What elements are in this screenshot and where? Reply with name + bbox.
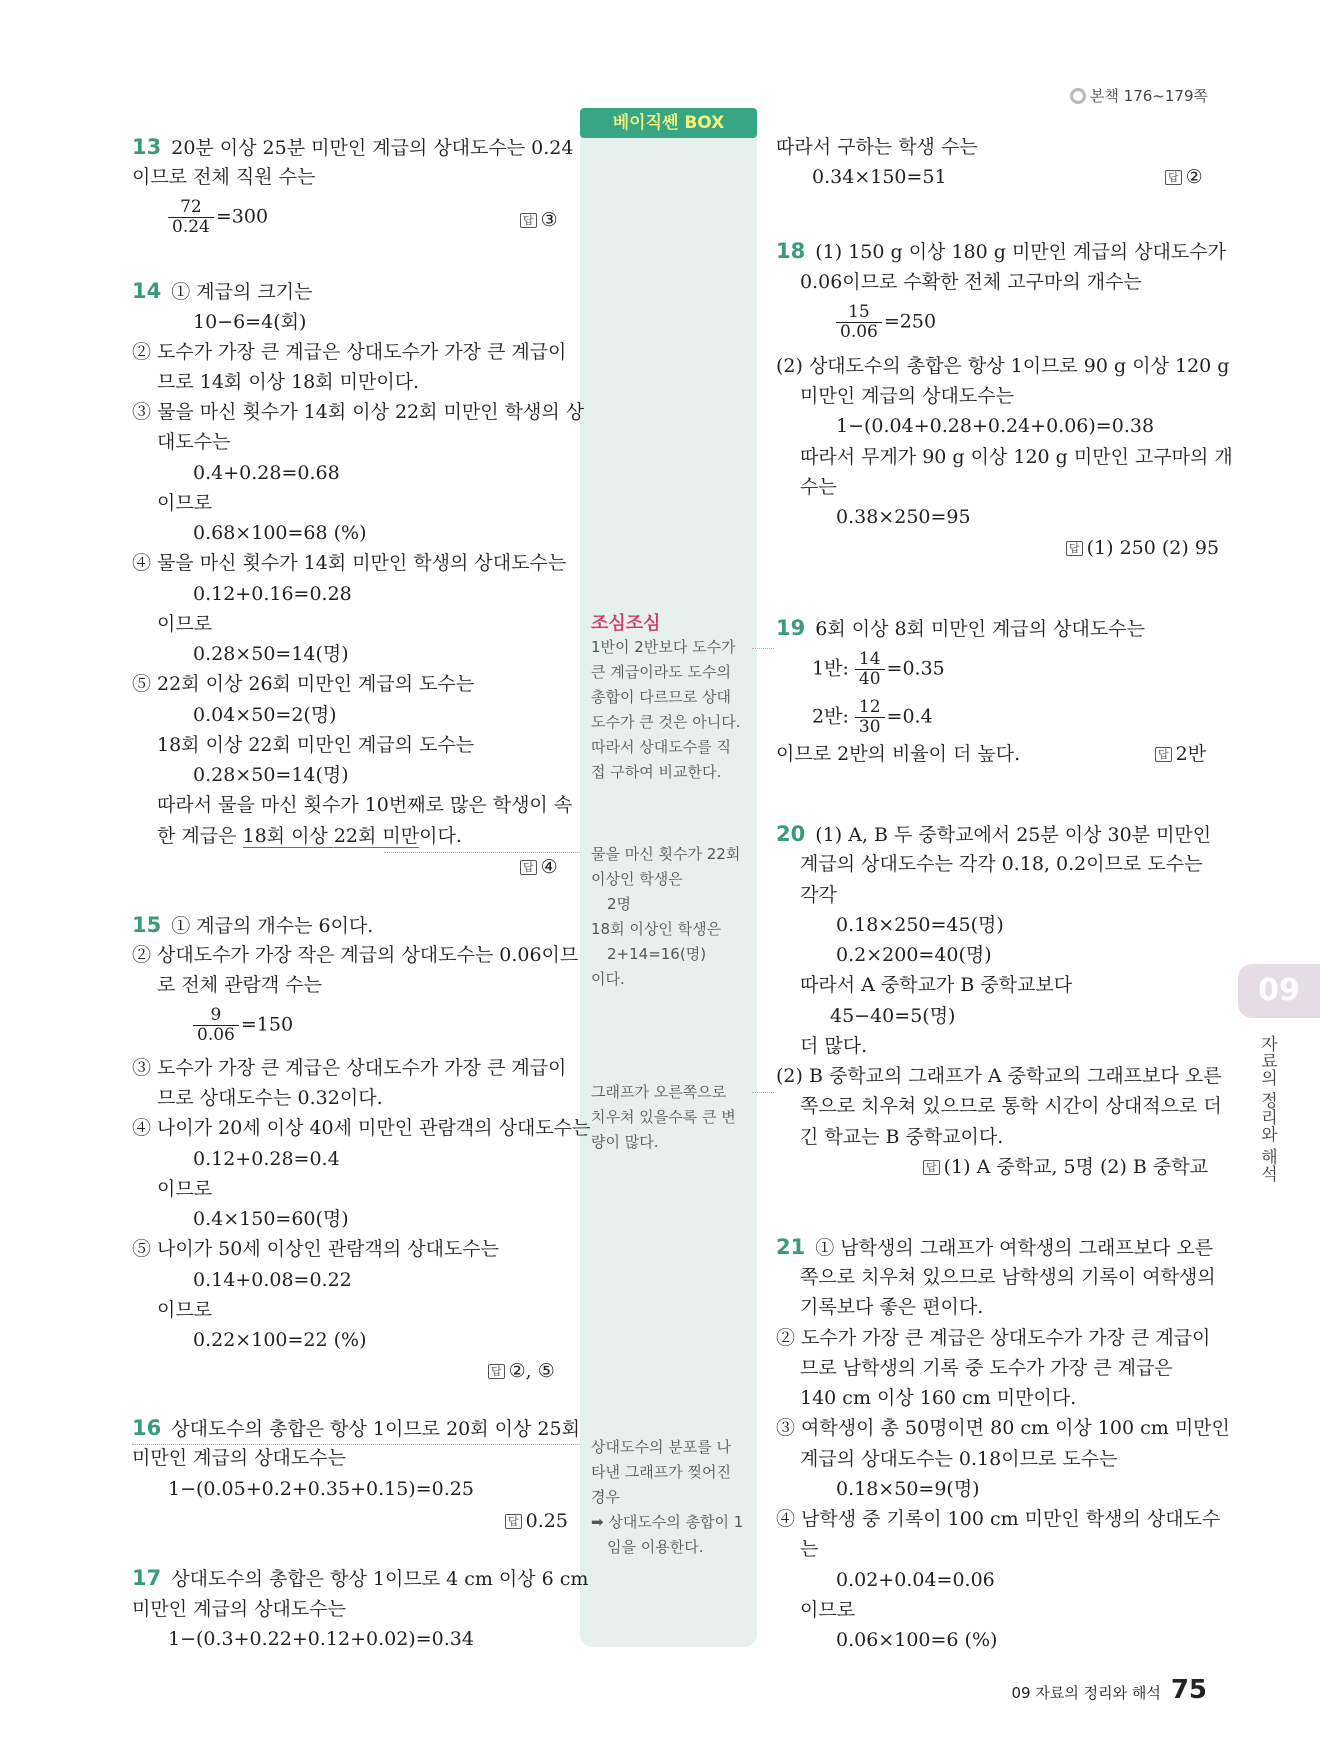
page-number: 75 xyxy=(1170,1675,1207,1705)
text-line: 따라서 구하는 학생 수는 xyxy=(776,136,978,158)
text-line: 쪽으로 치우쳐 있으므로 통학 시간이 상대적으로 더 xyxy=(800,1095,1222,1117)
answer-mark-icon: 답 xyxy=(505,1514,522,1529)
question-number: 19 xyxy=(776,616,806,640)
answer xyxy=(520,209,558,232)
text-line: ① 계급의 크기는 xyxy=(171,281,313,303)
leader-line xyxy=(132,1444,580,1445)
question-number: 13 xyxy=(132,135,162,159)
note-line: 큰 계급이라도 도수의 xyxy=(591,663,731,681)
text-line: 미만인 계급의 상대도수는 xyxy=(132,1447,346,1469)
leader-line xyxy=(752,648,774,649)
formula-line: 45−40=5(명) xyxy=(830,1005,956,1027)
answer xyxy=(1155,743,1206,766)
text-line: 계급의 상대도수는 각각 0.18, 0.2이므로 도수는 xyxy=(800,853,1203,875)
answer xyxy=(1165,166,1203,189)
fraction xyxy=(193,1006,239,1045)
formula-text: =300 xyxy=(215,205,269,228)
question-number: 18 xyxy=(776,239,806,263)
formula-label: 2반: xyxy=(812,705,849,728)
denominator: 40 xyxy=(858,669,881,689)
text-line xyxy=(157,825,462,847)
formula-line xyxy=(836,303,936,342)
text-line: ② 도수가 가장 큰 계급은 상대도수가 가장 큰 계급이 xyxy=(132,341,567,363)
page-footer xyxy=(1012,1675,1208,1705)
fraction xyxy=(855,650,885,689)
question-15 xyxy=(132,914,373,937)
question-19 xyxy=(776,617,1145,640)
numerator: 14 xyxy=(855,650,885,670)
text-line: 는 xyxy=(800,1538,819,1560)
note-line: 임을 이용한다. xyxy=(607,1538,704,1556)
text-line: 므로 남학생의 기록 중 도수가 가장 큰 계급은 xyxy=(800,1357,1173,1379)
text-line: ⑤ 22회 이상 26회 미만인 계급의 도수는 xyxy=(132,673,475,695)
answer xyxy=(505,1510,568,1533)
question-number: 14 xyxy=(132,279,162,303)
note-line: 18회 이상인 학생은 xyxy=(591,920,722,938)
text-line: ④ 물을 마신 횟수가 14회 미만인 학생의 상대도수는 xyxy=(132,552,567,574)
formula-line: 1−(0.3+0.22+0.12+0.02)=0.34 xyxy=(168,1628,474,1650)
answer-mark-icon: 답 xyxy=(520,213,537,228)
formula-line: 0.2×200=40(명) xyxy=(836,944,992,966)
answer xyxy=(488,1360,555,1383)
formula-line: 0.28×50=14(명) xyxy=(193,764,349,786)
text-line: 이므로 xyxy=(800,1599,856,1621)
leader-line xyxy=(752,1092,774,1093)
question-number: 21 xyxy=(776,1235,806,1259)
denominator: 0.06 xyxy=(840,322,878,342)
text-line: 20분 이상 25분 미만인 계급의 상대도수는 0.24 xyxy=(171,137,574,159)
note-line: ➡ 상대도수의 총합이 1 xyxy=(591,1513,744,1531)
text-line: 따라서 A 중학교가 B 중학교보다 xyxy=(800,974,1073,996)
formula-line: 0.18×250=45(명) xyxy=(836,914,1004,936)
text-line: ② 상대도수가 가장 작은 계급의 상대도수는 0.06이므 xyxy=(132,944,579,966)
formula-line xyxy=(812,650,945,689)
formula-line: 0.4+0.28=0.68 xyxy=(193,462,340,484)
question-number: 17 xyxy=(132,1566,162,1590)
text-part: 한 계급은 xyxy=(157,825,243,847)
note-line: 물을 마신 횟수가 22회 xyxy=(591,845,741,863)
text-line: 긴 학교는 B 중학교이다. xyxy=(800,1126,1004,1148)
text-line: 0.06이므로 수확한 전체 고구마의 개수는 xyxy=(800,271,1142,293)
note-line: 량이 많다. xyxy=(591,1133,659,1151)
note-line: 치우쳐 있을수록 큰 변 xyxy=(591,1108,736,1126)
question-18 xyxy=(776,240,1226,263)
text-line: 므로 상대도수는 0.32이다. xyxy=(157,1087,383,1109)
formula-line: 0.12+0.28=0.4 xyxy=(193,1148,340,1170)
note-line: 이상인 학생은 xyxy=(591,870,683,888)
caution-title: 조심조심 xyxy=(591,613,661,634)
text-line: 수는 xyxy=(800,476,837,498)
note-line: 그래프가 오른쪽으로 xyxy=(591,1083,727,1101)
formula-line xyxy=(812,698,933,737)
text-line: 대도수는 xyxy=(157,431,231,453)
chapter-tab-label: 자료의 정리와 해석 xyxy=(1257,1035,1277,1182)
answer xyxy=(520,856,558,879)
text-line: 이므로 2반의 비율이 더 높다. xyxy=(776,743,1021,765)
formula-line: 0.18×50=9(명) xyxy=(836,1478,980,1500)
fraction xyxy=(168,198,214,237)
text-line: ③ 물을 마신 횟수가 14회 이상 22회 미만인 학생의 상 xyxy=(132,401,585,423)
text-part: 이다. xyxy=(419,825,462,847)
text-line: 므로 14회 이상 18회 미만이다. xyxy=(157,371,420,393)
question-17 xyxy=(132,1567,588,1590)
text-line: ④ 나이가 20세 이상 40세 미만인 관람객의 상대도수는 xyxy=(132,1117,591,1139)
formula-line xyxy=(168,198,268,237)
chapter-tab: 09 xyxy=(1238,964,1320,1018)
text-line: ① 남학생의 그래프가 여학생의 그래프보다 오른 xyxy=(815,1237,1214,1259)
answer-value: ②, ⑤ xyxy=(508,1360,555,1382)
formula-line: 0.14+0.08=0.22 xyxy=(193,1269,352,1291)
question-20 xyxy=(776,823,1211,846)
text-line: (1) A, B 두 중학교에서 25분 이상 30분 미만인 xyxy=(815,824,1212,846)
numerator: 12 xyxy=(855,698,885,718)
text-line: 상대도수의 총합은 항상 1이므로 4 cm 이상 6 cm xyxy=(171,1568,589,1590)
question-13 xyxy=(132,136,573,159)
text-line: 따라서 무게가 90 g 이상 120 g 미만인 고구마의 개 xyxy=(800,446,1233,468)
question-21 xyxy=(776,1236,1213,1259)
fraction xyxy=(836,303,882,342)
answer-value: (1) A 중학교, 5명 (2) B 중학교 xyxy=(943,1156,1208,1178)
denominator: 0.06 xyxy=(197,1025,235,1045)
leader-line xyxy=(384,852,580,853)
text-line: 미만인 계급의 상대도수는 xyxy=(132,1598,346,1620)
note-line: 1반이 2반보다 도수가 xyxy=(591,638,736,656)
formula-text: =0.4 xyxy=(886,705,933,728)
formula-line: 10−6=4(회) xyxy=(193,311,307,333)
text-line: 상대도수의 총합은 항상 1이므로 20회 이상 25회 xyxy=(171,1418,580,1440)
text-line: 각각 xyxy=(800,884,837,906)
numerator: 15 xyxy=(836,303,882,323)
formula-text: =150 xyxy=(240,1013,294,1036)
note-line: 2명 xyxy=(607,895,632,913)
answer-mark-icon: 답 xyxy=(1155,747,1172,762)
formula-line: 0.28×50=14(명) xyxy=(193,643,349,665)
answer-mark-icon: 답 xyxy=(1066,541,1083,556)
note-line: 이다. xyxy=(591,970,625,988)
answer-value: ④ xyxy=(540,856,558,878)
text-line: ② 도수가 가장 큰 계급은 상대도수가 가장 큰 계급이 xyxy=(776,1327,1211,1349)
text-line: 이므로 xyxy=(157,492,213,514)
answer xyxy=(923,1156,1208,1179)
text-line: 로 전체 관람객 수는 xyxy=(157,974,322,996)
note-line: 도수가 큰 것은 아니다. xyxy=(591,713,741,731)
numerator: 9 xyxy=(193,1006,239,1026)
reference-icon xyxy=(1070,88,1086,104)
answer-value: ③ xyxy=(540,209,558,231)
answer-value: (1) 250 (2) 95 xyxy=(1086,537,1220,559)
answer-value: 0.25 xyxy=(525,1510,568,1532)
formula-line: 1−(0.04+0.28+0.24+0.06)=0.38 xyxy=(836,415,1155,437)
text-line: (1) 150 g 이상 180 g 미만인 계급의 상대도수가 xyxy=(815,241,1226,263)
note-line: 총합이 다르므로 상대 xyxy=(591,688,731,706)
formula-label: 1반: xyxy=(812,657,849,680)
formula-line: 0.02+0.04=0.06 xyxy=(836,1569,995,1591)
text-line: (2) B 중학교의 그래프가 A 중학교의 그래프보다 오른 xyxy=(776,1065,1222,1087)
question-number: 16 xyxy=(132,1416,162,1440)
answer-value: ② xyxy=(1185,166,1203,188)
text-line: 140 cm 이상 160 cm 미만이다. xyxy=(800,1387,1077,1409)
question-number: 15 xyxy=(132,913,162,937)
text-line: ① 계급의 개수는 6이다. xyxy=(171,915,374,937)
formula-line: 1−(0.05+0.2+0.35+0.15)=0.25 xyxy=(168,1478,474,1500)
note-line: 따라서 상대도수를 직 xyxy=(591,738,731,756)
note-line: 타낸 그래프가 찢어진 xyxy=(591,1463,731,1481)
denominator: 0.24 xyxy=(172,217,210,237)
formula-line: 0.06×100=6 (%) xyxy=(836,1629,998,1651)
text-line: ③ 도수가 가장 큰 계급은 상대도수가 가장 큰 계급이 xyxy=(132,1057,567,1079)
numerator: 72 xyxy=(168,198,214,218)
question-14 xyxy=(132,280,312,303)
formula-text: =250 xyxy=(883,310,937,333)
text-line: (2) 상대도수의 총합은 항상 1이므로 90 g 이상 120 g xyxy=(776,355,1230,377)
answer-mark-icon: 답 xyxy=(1165,170,1182,185)
text-line: ⑤ 나이가 50세 이상인 관람객의 상대도수는 xyxy=(132,1238,500,1260)
answer xyxy=(1066,537,1219,560)
text-line: 6회 이상 8회 미만인 계급의 상대도수는 xyxy=(815,618,1145,640)
answer-value: 2반 xyxy=(1175,743,1207,765)
text-line: 이므로 xyxy=(157,1299,213,1321)
formula-line: 0.4×150=60(명) xyxy=(193,1208,349,1230)
footer-chapter: 09 자료의 정리와 해석 xyxy=(1011,1684,1161,1702)
answer-mark-icon: 답 xyxy=(520,860,537,875)
formula-line: 0.38×250=95 xyxy=(836,506,971,528)
denominator: 30 xyxy=(858,717,881,737)
formula-text: =0.35 xyxy=(886,657,945,680)
page-reference xyxy=(1070,85,1208,106)
note-line: 2+14=16(명) xyxy=(607,945,707,963)
note-line: 접 구하여 비교한다. xyxy=(591,763,722,781)
question-16 xyxy=(132,1417,580,1440)
answer-mark-icon: 답 xyxy=(488,1364,505,1379)
text-line: ④ 남학생 중 기록이 100 cm 미만인 학생의 상대도수 xyxy=(776,1508,1221,1530)
page-reference-text: 본책 176~179쪽 xyxy=(1089,87,1208,105)
note-line: 상대도수의 분포를 나 xyxy=(591,1438,731,1456)
text-line: 기록보다 좋은 편이다. xyxy=(800,1296,984,1318)
formula-line: 0.04×50=2(명) xyxy=(193,704,337,726)
text-line: 이므로 xyxy=(157,613,213,635)
text-line: 계급의 상대도수는 0.18이므로 도수는 xyxy=(800,1448,1118,1470)
text-line: 더 많다. xyxy=(800,1035,868,1057)
formula-line: 0.68×100=68 (%) xyxy=(193,522,367,544)
basic-box-title: 베이직쎈 BOX xyxy=(580,108,757,138)
formula-line: 0.12+0.16=0.28 xyxy=(193,583,352,605)
formula-line: 0.22×100=22 (%) xyxy=(193,1329,367,1351)
text-line: 이므로 전체 직원 수는 xyxy=(132,166,316,188)
answer-mark-icon: 답 xyxy=(923,1160,940,1175)
text-line: ③ 여학생이 총 50명이면 80 cm 이상 100 cm 미만인 xyxy=(776,1417,1230,1439)
note-line: 경우 xyxy=(591,1488,620,1506)
formula-line xyxy=(193,1006,293,1045)
formula-line: 0.34×150=51 xyxy=(812,166,947,188)
text-line: 따라서 물을 마신 횟수가 10번째로 많은 학생이 속 xyxy=(157,794,573,816)
fraction xyxy=(855,698,885,737)
text-line: 미만인 계급의 상대도수는 xyxy=(800,385,1014,407)
text-line: 이므로 xyxy=(157,1178,213,1200)
text-line: 쪽으로 치우쳐 있으므로 남학생의 기록이 여학생의 xyxy=(800,1266,1216,1288)
text-line: 18회 이상 22회 미만인 계급의 도수는 xyxy=(157,734,475,756)
underlined-text: 18회 이상 22회 미만 xyxy=(242,825,420,847)
question-number: 20 xyxy=(776,822,806,846)
